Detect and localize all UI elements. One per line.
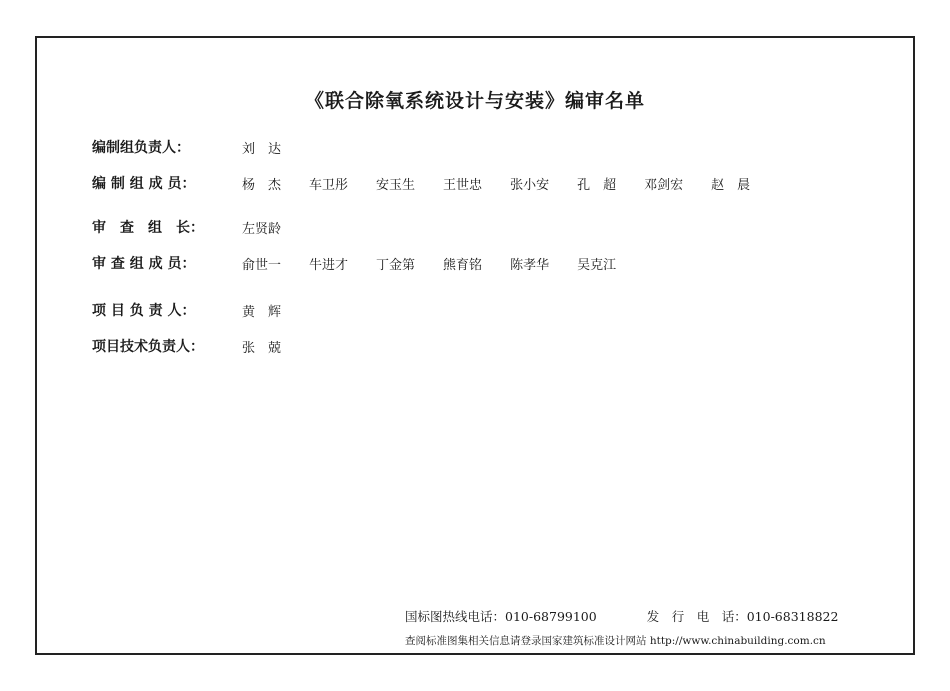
role-label: 编制组负责人：	[92, 140, 190, 156]
person-name: 王世忠	[443, 177, 483, 193]
name-list	[242, 301, 309, 320]
person-name: 黄 辉	[242, 304, 282, 320]
name-list	[242, 254, 644, 273]
person-name: 熊育铭	[443, 257, 483, 273]
person-name: 吴克江	[577, 257, 617, 273]
row-review-members	[92, 252, 644, 274]
person-name: 车卫彤	[309, 177, 349, 193]
person-name: 邓剑宏	[644, 177, 684, 193]
role-label: 审 查 组 长：	[92, 220, 204, 236]
issue-phone-text: 发 行 电 话：010-68318822	[646, 609, 839, 624]
name-list	[242, 174, 778, 193]
person-name: 杨 杰	[242, 177, 282, 193]
name-list	[242, 138, 309, 157]
footer-phones	[405, 607, 838, 625]
person-name: 安玉生	[376, 177, 416, 193]
person-name: 俞世一	[242, 257, 282, 273]
row-technical-leader	[92, 335, 309, 357]
row-review-leader	[92, 216, 309, 238]
hotline-text: 国标图热线电话：010-68799100	[405, 609, 597, 624]
name-list	[242, 218, 309, 237]
person-name: 刘 达	[242, 141, 282, 157]
person-name: 孔 超	[577, 177, 617, 193]
person-name: 赵 晨	[711, 177, 751, 193]
person-name: 左贤龄	[242, 221, 282, 237]
person-name: 陈孝华	[510, 257, 550, 273]
name-list	[242, 337, 309, 356]
footer-website: 查阅标准图集相关信息请登录国家建筑标准设计网站 http://www.chinabuilding.com.cn	[405, 635, 826, 647]
row-project-leader	[92, 299, 309, 321]
document-title: 《联合除氧系统设计与安装》编审名单	[304, 90, 645, 112]
person-name: 丁金第	[376, 257, 416, 273]
person-name: 牛进才	[309, 257, 349, 273]
row-compiling-leader	[92, 136, 309, 158]
role-label: 编 制 组 成 员：	[92, 176, 196, 192]
page-frame	[35, 36, 915, 655]
person-name: 张小安	[510, 177, 550, 193]
person-name: 张 兢	[242, 340, 282, 356]
role-label: 项 目 负 责 人：	[92, 303, 196, 319]
role-label: 审 查 组 成 员：	[92, 256, 196, 272]
role-label: 项目技术负责人：	[92, 339, 204, 355]
row-compiling-members	[92, 172, 778, 194]
